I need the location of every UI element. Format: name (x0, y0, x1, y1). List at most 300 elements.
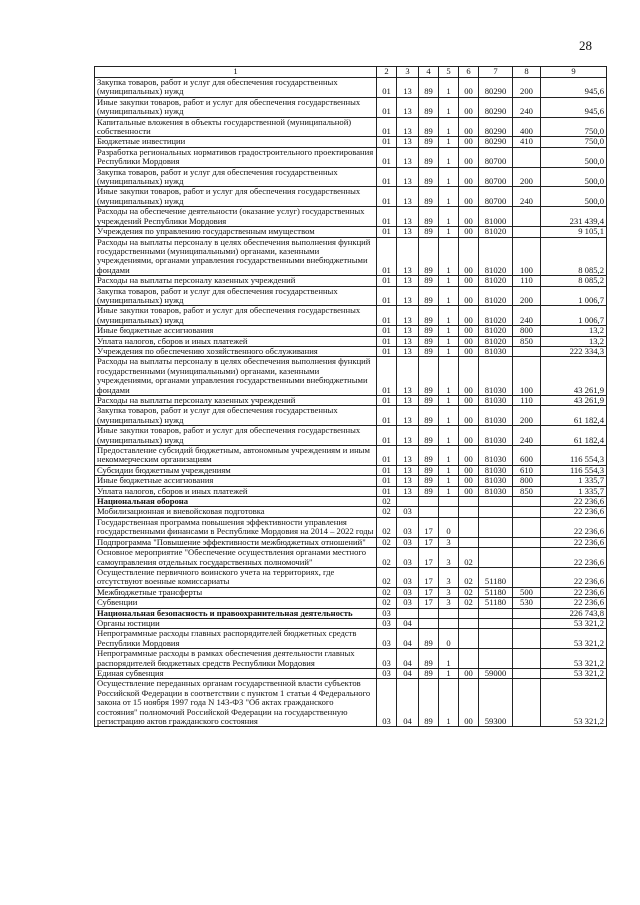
direction-cell (479, 497, 513, 507)
direction-cell: 80290 (479, 78, 513, 98)
subprogram-cell: 1 (439, 486, 459, 496)
subsection-cell: 04 (397, 668, 419, 678)
program-cell: 89 (419, 207, 439, 227)
row-name-cell: Иные бюджетные ассигнования (95, 476, 377, 486)
amount-cell: 53 321,2 (541, 679, 607, 727)
section-cell: 02 (377, 598, 397, 608)
subsection-cell: 13 (397, 237, 419, 276)
section-cell: 03 (377, 608, 397, 618)
row-name-cell: Учреждения по управлению государственным имуществом (95, 227, 377, 237)
subprogram-cell: 1 (439, 286, 459, 306)
amount-cell: 22 236,6 (541, 537, 607, 547)
expense-type-cell (513, 629, 541, 649)
direction-cell: 81030 (479, 346, 513, 356)
table-row (95, 326, 607, 336)
row-name-cell: Расходы на выплаты персоналу в целях обеспечения выполнения функций государственными (муниципальными) органами, казенными учреждениями, органами управления государственными внебюджетными фондами (95, 237, 377, 276)
event-cell: 00 (459, 465, 479, 475)
event-cell: 02 (459, 587, 479, 597)
direction-cell: 81030 (479, 396, 513, 406)
subprogram-cell: 3 (439, 567, 459, 587)
expense-type-cell: 600 (513, 446, 541, 466)
direction-cell: 81030 (479, 426, 513, 446)
expense-type-cell: 850 (513, 336, 541, 346)
direction-cell (479, 548, 513, 568)
subprogram-cell: 3 (439, 548, 459, 568)
amount-cell: 222 334,3 (541, 346, 607, 356)
program-cell: 89 (419, 679, 439, 727)
subsection-cell: 03 (397, 517, 419, 537)
program-cell: 89 (419, 446, 439, 466)
section-cell: 03 (377, 649, 397, 669)
table-row (95, 649, 607, 669)
direction-cell: 81020 (479, 336, 513, 346)
subsection-cell: 13 (397, 346, 419, 356)
row-name-cell: Расходы на выплаты персоналу в целях обеспечения выполнения функций государственными (муниципальными) органами, казенными учреждениями, органами управления государственными внебюджетными фондами (95, 357, 377, 396)
amount-cell: 945,6 (541, 78, 607, 98)
direction-cell: 81020 (479, 276, 513, 286)
subprogram-cell: 0 (439, 517, 459, 537)
amount-cell: 13,2 (541, 326, 607, 336)
subprogram-cell: 1 (439, 346, 459, 356)
direction-cell: 59000 (479, 668, 513, 678)
expense-type-cell: 200 (513, 286, 541, 306)
amount-cell: 1 335,7 (541, 476, 607, 486)
row-name-cell: Закупка товаров, работ и услуг для обеспечения государственных (муниципальных) нужд (95, 167, 377, 187)
program-cell: 89 (419, 117, 439, 137)
program-cell: 89 (419, 426, 439, 446)
event-cell: 00 (459, 227, 479, 237)
amount-cell: 500,0 (541, 147, 607, 167)
event-cell: 00 (459, 306, 479, 326)
row-name-cell: Закупка товаров, работ и услуг для обеспечения государственных (муниципальных) нужд (95, 78, 377, 98)
amount-cell: 8 085,2 (541, 276, 607, 286)
row-name-cell: Уплата налогов, сборов и иных платежей (95, 486, 377, 496)
section-cell: 02 (377, 548, 397, 568)
expense-type-cell: 500 (513, 587, 541, 597)
direction-cell: 59300 (479, 679, 513, 727)
subsection-cell: 13 (397, 426, 419, 446)
section-cell: 01 (377, 207, 397, 227)
event-cell: 00 (459, 396, 479, 406)
expense-type-cell (513, 548, 541, 568)
program-cell: 17 (419, 548, 439, 568)
subsection-cell: 13 (397, 286, 419, 306)
amount-cell: 22 236,6 (541, 598, 607, 608)
amount-cell: 1 006,7 (541, 286, 607, 306)
expense-type-cell: 200 (513, 167, 541, 187)
subprogram-cell: 3 (439, 587, 459, 597)
event-cell: 00 (459, 326, 479, 336)
row-name-cell: Осуществление переданных органам государственной власти субъектов Российской Федерации в соответствии с пунктом 1 статьи 4 Федерального закона от 15 ноября 1997 года N 143-ФЗ "Об актах гражданского состояния" полномочий Российской Федерации на государственную регистрацию актов гражданского состояния (95, 679, 377, 727)
direction-cell (479, 629, 513, 649)
event-cell: 00 (459, 679, 479, 727)
program-cell: 89 (419, 406, 439, 426)
direction-cell: 81030 (479, 446, 513, 466)
table-row (95, 507, 607, 517)
section-cell: 01 (377, 396, 397, 406)
program-cell: 89 (419, 306, 439, 326)
subsection-cell: 03 (397, 537, 419, 547)
subsection-cell: 04 (397, 629, 419, 649)
row-name-cell: Мобилизационная и вневойсковая подготовка (95, 507, 377, 517)
event-cell: 00 (459, 97, 479, 117)
row-name-cell: Осуществление первичного воинского учета на территориях, где отсутствуют военные комиссариаты (95, 567, 377, 587)
subprogram-cell (439, 618, 459, 628)
table-row (95, 598, 607, 608)
expense-type-cell (513, 608, 541, 618)
section-cell: 01 (377, 167, 397, 187)
direction-cell: 80290 (479, 117, 513, 137)
column-header: 5 (439, 67, 459, 78)
program-cell: 89 (419, 326, 439, 336)
row-name-cell: Подпрограмма "Повышение эффективности межбюджетных отношений" (95, 537, 377, 547)
table-row (95, 137, 607, 147)
subsection-cell: 04 (397, 618, 419, 628)
subsection-cell: 13 (397, 306, 419, 326)
row-name-cell: Иные закупки товаров, работ и услуг для обеспечения государственных (муниципальных) нужд (95, 187, 377, 207)
table-row (95, 147, 607, 167)
program-cell: 17 (419, 567, 439, 587)
table-row (95, 679, 607, 727)
program-cell: 89 (419, 465, 439, 475)
table-row (95, 286, 607, 306)
section-cell: 01 (377, 306, 397, 326)
row-name-cell: Предоставление субсидий бюджетным, автономным учреждениям и иным некоммерческим организациям (95, 446, 377, 466)
direction-cell: 81030 (479, 476, 513, 486)
table-row (95, 237, 607, 276)
table-row (95, 227, 607, 237)
row-name-cell: Непрограммные расходы в рамках обеспечения деятельности главных распорядителей бюджетных средств Республики Мордовия (95, 649, 377, 669)
section-cell: 01 (377, 276, 397, 286)
expense-type-cell: 410 (513, 137, 541, 147)
direction-cell (479, 537, 513, 547)
subsection-cell: 03 (397, 548, 419, 568)
subprogram-cell: 1 (439, 147, 459, 167)
event-cell: 02 (459, 598, 479, 608)
table-body (95, 78, 607, 727)
expense-type-cell (513, 346, 541, 356)
subprogram-cell: 1 (439, 137, 459, 147)
table-row (95, 396, 607, 406)
table-row (95, 406, 607, 426)
expense-type-cell (513, 227, 541, 237)
program-cell: 89 (419, 227, 439, 237)
event-cell: 00 (459, 147, 479, 167)
subprogram-cell: 1 (439, 465, 459, 475)
direction-cell (479, 618, 513, 628)
subsection-cell: 04 (397, 649, 419, 669)
section-cell: 01 (377, 446, 397, 466)
expense-type-cell: 240 (513, 426, 541, 446)
direction-cell: 81020 (479, 326, 513, 336)
table-row (95, 567, 607, 587)
event-cell: 02 (459, 567, 479, 587)
event-cell: 00 (459, 336, 479, 346)
section-cell: 01 (377, 357, 397, 396)
subprogram-cell: 1 (439, 97, 459, 117)
row-name-cell: Единая субвенция (95, 668, 377, 678)
subprogram-cell (439, 497, 459, 507)
budget-table (94, 66, 607, 727)
row-name-cell: Расходы на обеспечение деятельности (оказание услуг) государственных учреждений Республики Мордовия (95, 207, 377, 227)
subprogram-cell: 1 (439, 117, 459, 137)
amount-cell: 22 236,6 (541, 507, 607, 517)
section-cell: 01 (377, 137, 397, 147)
subsection-cell: 13 (397, 207, 419, 227)
amount-cell: 1 006,7 (541, 306, 607, 326)
amount-cell: 9 105,1 (541, 227, 607, 237)
program-cell: 89 (419, 486, 439, 496)
row-name-cell: Национальная оборона (95, 497, 377, 507)
subprogram-cell: 1 (439, 78, 459, 98)
table-row (95, 207, 607, 227)
program-cell: 89 (419, 237, 439, 276)
subsection-cell: 13 (397, 465, 419, 475)
direction-cell: 80700 (479, 167, 513, 187)
table-row (95, 486, 607, 496)
table-row (95, 97, 607, 117)
event-cell: 00 (459, 476, 479, 486)
amount-cell: 53 321,2 (541, 629, 607, 649)
subsection-cell: 13 (397, 97, 419, 117)
subprogram-cell: 1 (439, 357, 459, 396)
row-name-cell: Иные закупки товаров, работ и услуг для обеспечения государственных (муниципальных) нужд (95, 426, 377, 446)
expense-type-cell (513, 567, 541, 587)
subprogram-cell: 1 (439, 446, 459, 466)
subprogram-cell: 1 (439, 426, 459, 446)
subprogram-cell (439, 608, 459, 618)
amount-cell: 22 236,6 (541, 497, 607, 507)
subsection-cell: 03 (397, 507, 419, 517)
direction-cell: 81020 (479, 237, 513, 276)
amount-cell: 53 321,2 (541, 668, 607, 678)
direction-cell: 51180 (479, 567, 513, 587)
row-name-cell: Субвенции (95, 598, 377, 608)
subsection-cell: 13 (397, 336, 419, 346)
subsection-cell: 03 (397, 567, 419, 587)
expense-type-cell: 200 (513, 406, 541, 426)
program-cell: 89 (419, 649, 439, 669)
section-cell: 01 (377, 286, 397, 306)
direction-cell: 81030 (479, 357, 513, 396)
column-header: 9 (541, 67, 607, 78)
event-cell (459, 537, 479, 547)
expense-type-cell (513, 649, 541, 669)
subprogram-cell: 1 (439, 476, 459, 486)
table-row (95, 629, 607, 649)
amount-cell: 500,0 (541, 187, 607, 207)
table-row (95, 446, 607, 466)
event-cell (459, 517, 479, 537)
expense-type-cell: 800 (513, 476, 541, 486)
direction-cell: 80290 (479, 137, 513, 147)
subsection-cell: 13 (397, 476, 419, 486)
row-name-cell: Расходы на выплаты персоналу казенных учреждений (95, 396, 377, 406)
amount-cell: 226 743,8 (541, 608, 607, 618)
amount-cell: 53 321,2 (541, 618, 607, 628)
expense-type-cell: 240 (513, 306, 541, 326)
program-cell (419, 618, 439, 628)
section-cell: 01 (377, 227, 397, 237)
section-cell: 01 (377, 476, 397, 486)
row-name-cell: Разработка региональных нормативов градостроительного проектирования Республики Мордовия (95, 147, 377, 167)
amount-cell: 61 182,4 (541, 426, 607, 446)
section-cell: 03 (377, 618, 397, 628)
event-cell: 00 (459, 446, 479, 466)
subprogram-cell: 1 (439, 649, 459, 669)
row-name-cell: Иные закупки товаров, работ и услуг для обеспечения государственных (муниципальных) нужд (95, 306, 377, 326)
expense-type-cell: 850 (513, 486, 541, 496)
expense-type-cell (513, 207, 541, 227)
event-cell: 00 (459, 78, 479, 98)
subsection-cell: 13 (397, 147, 419, 167)
section-cell: 03 (377, 629, 397, 649)
program-cell: 89 (419, 187, 439, 207)
program-cell: 89 (419, 396, 439, 406)
subprogram-cell: 1 (439, 336, 459, 346)
program-cell: 89 (419, 137, 439, 147)
event-cell: 00 (459, 167, 479, 187)
row-name-cell: Субсидии бюджетным учреждениям (95, 465, 377, 475)
row-name-cell: Непрограммные расходы главных распорядителей бюджетных средств Республики Мордовия (95, 629, 377, 649)
row-name-cell: Иные закупки товаров, работ и услуг для обеспечения государственных (муниципальных) нужд (95, 97, 377, 117)
event-cell (459, 629, 479, 649)
amount-cell: 22 236,6 (541, 587, 607, 597)
event-cell: 00 (459, 406, 479, 426)
event-cell: 00 (459, 137, 479, 147)
direction-cell (479, 517, 513, 537)
program-cell: 17 (419, 517, 439, 537)
row-name-cell: Государственная программа повышения эффективности управления государственными финансами в Республике Мордовия на 2014 – 2022 годы (95, 517, 377, 537)
amount-cell: 8 085,2 (541, 237, 607, 276)
subsection-cell: 13 (397, 167, 419, 187)
program-cell (419, 608, 439, 618)
amount-cell: 116 554,3 (541, 465, 607, 475)
table-row (95, 78, 607, 98)
amount-cell: 43 261,9 (541, 396, 607, 406)
table-row (95, 426, 607, 446)
amount-cell: 22 236,6 (541, 517, 607, 537)
row-name-cell: Капитальные вложения в объекты государственной (муниципальной) собственности (95, 117, 377, 137)
program-cell: 89 (419, 286, 439, 306)
program-cell: 89 (419, 357, 439, 396)
event-cell: 00 (459, 668, 479, 678)
subsection-cell: 13 (397, 117, 419, 137)
table-row (95, 117, 607, 137)
event-cell: 02 (459, 548, 479, 568)
table-row (95, 497, 607, 507)
row-name-cell: Межбюджетные трансферты (95, 587, 377, 597)
amount-cell: 61 182,4 (541, 406, 607, 426)
subprogram-cell: 1 (439, 276, 459, 286)
header-row (95, 67, 607, 78)
section-cell: 03 (377, 679, 397, 727)
column-header: 3 (397, 67, 419, 78)
section-cell: 03 (377, 668, 397, 678)
section-cell: 01 (377, 117, 397, 137)
direction-cell (479, 507, 513, 517)
expense-type-cell (513, 618, 541, 628)
subprogram-cell: 1 (439, 668, 459, 678)
event-cell: 00 (459, 276, 479, 286)
program-cell: 89 (419, 629, 439, 649)
amount-cell: 231 439,4 (541, 207, 607, 227)
event-cell: 00 (459, 237, 479, 276)
subsection-cell: 13 (397, 187, 419, 207)
expense-type-cell: 530 (513, 598, 541, 608)
table-row (95, 608, 607, 618)
subsection-cell: 13 (397, 137, 419, 147)
subsection-cell: 13 (397, 276, 419, 286)
subprogram-cell: 1 (439, 406, 459, 426)
table-row (95, 336, 607, 346)
subprogram-cell (439, 507, 459, 517)
amount-cell: 116 554,3 (541, 446, 607, 466)
subsection-cell: 13 (397, 446, 419, 466)
direction-cell: 81020 (479, 306, 513, 326)
amount-cell: 22 236,6 (541, 567, 607, 587)
expense-type-cell (513, 147, 541, 167)
program-cell (419, 497, 439, 507)
subsection-cell: 03 (397, 587, 419, 597)
table-row (95, 346, 607, 356)
program-cell: 17 (419, 537, 439, 547)
program-cell: 89 (419, 78, 439, 98)
event-cell: 00 (459, 486, 479, 496)
expense-type-cell: 240 (513, 97, 541, 117)
direction-cell: 80290 (479, 97, 513, 117)
subprogram-cell: 1 (439, 237, 459, 276)
subsection-cell: 03 (397, 598, 419, 608)
section-cell: 01 (377, 97, 397, 117)
section-cell: 01 (377, 465, 397, 475)
expense-type-cell (513, 679, 541, 727)
page-number: 28 (579, 38, 592, 53)
section-cell: 02 (377, 517, 397, 537)
direction-cell: 80700 (479, 187, 513, 207)
expense-type-cell: 200 (513, 78, 541, 98)
amount-cell: 945,6 (541, 97, 607, 117)
subprogram-cell: 1 (439, 207, 459, 227)
expense-type-cell: 100 (513, 357, 541, 396)
event-cell (459, 649, 479, 669)
row-name-cell: Закупка товаров, работ и услуг для обеспечения государственных (муниципальных) нужд (95, 286, 377, 306)
direction-cell: 81000 (479, 207, 513, 227)
direction-cell (479, 608, 513, 618)
program-cell: 89 (419, 276, 439, 286)
table-row (95, 187, 607, 207)
table-row (95, 306, 607, 326)
direction-cell: 81030 (479, 406, 513, 426)
expense-type-cell: 800 (513, 326, 541, 336)
expense-type-cell: 610 (513, 465, 541, 475)
row-name-cell: Национальная безопасность и правоохранительная деятельность (95, 608, 377, 618)
direction-cell (479, 649, 513, 669)
table-row (95, 476, 607, 486)
table-row (95, 587, 607, 597)
amount-cell: 43 261,9 (541, 357, 607, 396)
program-cell: 89 (419, 147, 439, 167)
section-cell: 02 (377, 507, 397, 517)
subprogram-cell: 1 (439, 396, 459, 406)
subsection-cell: 13 (397, 396, 419, 406)
section-cell: 01 (377, 486, 397, 496)
program-cell: 17 (419, 587, 439, 597)
expense-type-cell: 240 (513, 187, 541, 207)
subprogram-cell: 1 (439, 227, 459, 237)
row-name-cell: Основное мероприятие "Обеспечение осуществления органами местного самоуправления отдельных государственных полномочий" (95, 548, 377, 568)
table-row (95, 548, 607, 568)
